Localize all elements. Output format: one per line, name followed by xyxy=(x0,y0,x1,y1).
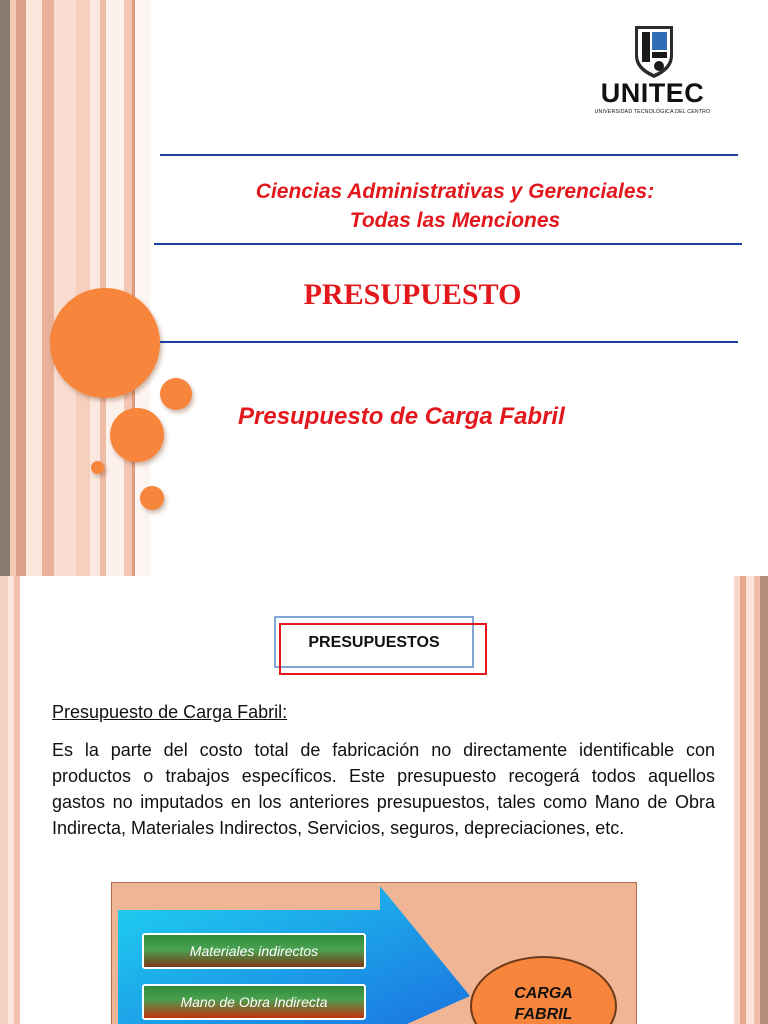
rule-bottom xyxy=(160,341,738,343)
decorative-circle-tiny xyxy=(91,461,104,474)
unitec-shield-icon xyxy=(585,22,720,80)
subtitle-line-2: Todas las Menciones xyxy=(349,209,561,232)
course-subtitle xyxy=(160,177,750,235)
logo-wordmark: UNITEC xyxy=(600,78,705,108)
logo-subtitle: UNIVERSIDAD TECNOLÓGICA DEL CENTRO xyxy=(594,109,711,115)
topic-title: Presupuesto de Carga Fabril xyxy=(238,403,565,430)
subtitle-line-1: Ciencias Administrativas y Gerenciales: xyxy=(255,180,655,203)
rule-top xyxy=(160,154,738,156)
definition-paragraph: Es la parte del costo total de fabricación no directamente identificable con productos o trabajos específicos. Este presupuesto recogerá todos aquellos gastos no imputados en los anteriores presupuestos, tales como Mano de Obra Indirecta, Materiales Indirectos, Servicios, seguros, depreciaciones, etc. xyxy=(52,740,715,838)
content-slide xyxy=(0,576,768,1024)
decorative-circle-large xyxy=(50,288,160,398)
decorative-circle-medium xyxy=(110,408,164,462)
unitec-logo xyxy=(585,22,720,120)
rule-middle xyxy=(154,243,742,245)
page-title: PRESUPUESTO xyxy=(303,278,522,311)
decorative-circle-small-2 xyxy=(140,486,164,510)
result-label xyxy=(470,983,617,1024)
result-line-1: CARGA xyxy=(514,985,573,1002)
decorative-stripes xyxy=(0,0,150,576)
diagram-item-mano-obra: Mano de Obra Indirecta xyxy=(142,984,366,1020)
diagram-item-materiales: Materiales indirectos xyxy=(142,933,366,969)
decorative-stripes-right xyxy=(734,576,768,1024)
section-heading: Presupuesto de Carga Fabril: xyxy=(52,702,288,722)
result-line-2: FABRIL xyxy=(514,1006,573,1023)
decorative-stripes-left xyxy=(0,576,20,1024)
section-label: PRESUPUESTOS xyxy=(308,634,440,651)
